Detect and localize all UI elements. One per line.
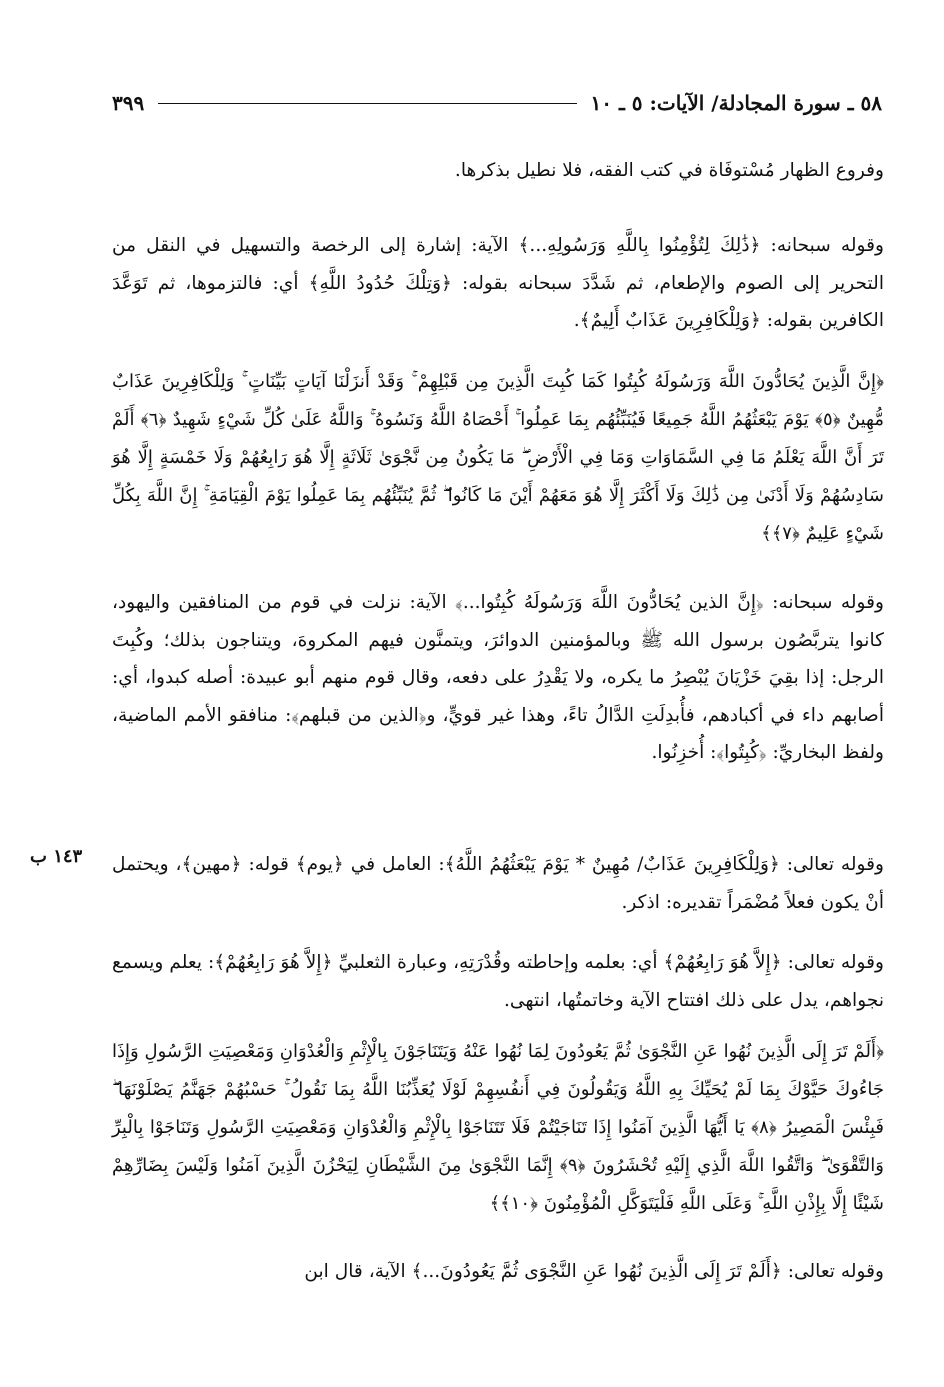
paragraph-5 <box>112 944 884 1019</box>
quran-passage-2 <box>112 1033 884 1223</box>
commentary-text: وقوله تعالى: ﴿وَلِلْكَافِرِينَ عَذَابٌ/ مُهِينٌ * يَوْمَ يَبْعَثُهُمُ اللَّهُ﴾: العامل في ﴿يوم﴾ قوله: ﴿مهين﴾، ويحتمل أنْ يكون فعلاً مُضْمَراً تقديره: اذكر. <box>112 854 884 913</box>
surah-title: ٥٨ ـ سورة المجادلة/ الآيات: ٥ ـ ١٠ <box>590 91 882 115</box>
commentary-text: وقوله سبحانه: ﴿ذَٰلِكَ لِتُؤْمِنُوا بِاللَّهِ وَرَسُولِهِ...﴾ الآية: إشارة إلى الرخصة والتسهيل في النقل من التحرير إلى الصوم والإطعام، ثم شَدَّدَ سبحانه بقوله: ﴿وَتِلْكَ حُدُودُ اللَّهِ﴾ أي: فالتزموها، ثم تَوَعَّدَ الكافرين بقوله: ﴿وَلِلْكَافِرِينَ عَذَابٌ أَلِيمٌ﴾. <box>112 235 884 331</box>
running-header <box>112 88 882 118</box>
paragraph-6 <box>112 1253 884 1291</box>
commentary-text: وفروع الظهار مُسْتوفَاة في كتب الفقه، فلا نطيل بذكرها. <box>454 160 884 181</box>
header-rule <box>158 103 576 104</box>
quran-text: ﴿إِنَّ الَّذِينَ يُحَادُّونَ اللَّهَ وَرَسُولَهُ كُبِتُوا كَمَا كُبِتَ الَّذِينَ مِن قَبْلِهِمْ ۚ وَقَدْ أَنزَلْنَا آيَاتٍ بَيِّنَاتٍ ۚ وَلِلْكَافِرِينَ عَذَابٌ مُّهِينٌ ﴿٥﴾ يَوْمَ يَبْعَثُهُمُ اللَّهُ جَمِيعًا فَيُنَبِّئُهُم بِمَا عَمِلُوا ۚ أَحْصَاهُ اللَّهُ وَنَسُوهُ ۚ وَاللَّهُ عَلَىٰ كُلِّ شَيْءٍ شَهِيدٌ ﴿٦﴾ أَلَمْ تَرَ أَنَّ اللَّهَ يَعْلَمُ مَا فِي السَّمَاوَاتِ وَمَا فِي الْأَرْضِ ۖ مَا يَكُونُ مِن نَّجْوَىٰ ثَلَاثَةٍ إِلَّا هُوَ رَابِعُهُمْ وَلَا خَمْسَةٍ إِلَّا هُوَ سَادِسُهُمْ وَلَا أَدْنَىٰ مِن ذَٰلِكَ وَلَا أَكْثَرَ إِلَّا هُوَ مَعَهُمْ أَيْنَ مَا كَانُوا ۖ ثُمَّ يُنَبِّئُهُم بِمَا عَمِلُوا يَوْمَ الْقِيَامَةِ ۚ إِنَّ اللَّهَ بِكُلِّ شَيْءٍ عَلِيمٌ ﴿٧﴾﴾ <box>112 371 884 544</box>
paragraph-3 <box>112 584 884 772</box>
page-number: ٣٩٩ <box>112 91 145 115</box>
commentary-text: وقوله سبحانه: ﴿إِنَّ الذين يُحَادُّونَ اللَّهَ وَرَسُولَهُ كُبِتُوا...﴾ الآية: نزلت في قوم من المنافقين واليهود، كانوا يتربَّصُون برسول الله ﷺ وبالمؤمنين الدوائرَ، ويتمنَّون فيهم المكروهَ، ويتناجون بذلك؛ وكُبِتَ الرجل: إذا بقِيَ خَزْيَانَ يُبْصِرُ ما يكره، ولا يَقْدِرُ على دفعه، وقال قوم منهم أبو عبيدة: أصله كبدوا، أي: أصابهم داء في أكبادهم، فأُبدِلَتِ الدَّالُ تاءً، وهذا غير قويٍّ، و﴿الذين من قبلهم﴾: منافقو الأمم الماضية، ولفظ البخاريِّ: ﴿كُبِتُوا﴾: أُخزِنُوا. <box>112 592 884 763</box>
commentary-text: وقوله تعالى: ﴿أَلَمْ تَرَ إِلَى الَّذِينَ نُهُوا عَنِ النَّجْوَى ثُمَّ يَعُودُونَ...﴾ الآية، قال ابن <box>304 1261 884 1282</box>
paragraph-1 <box>112 152 884 190</box>
quran-text: ﴿أَلَمْ تَرَ إِلَى الَّذِينَ نُهُوا عَنِ النَّجْوَىٰ ثُمَّ يَعُودُونَ لِمَا نُهُوا عَنْهُ وَيَتَنَاجَوْنَ بِالْإِثْمِ وَالْعُدْوَانِ وَمَعْصِيَتِ الرَّسُولِ وَإِذَا جَاءُوكَ حَيَّوْكَ بِمَا لَمْ يُحَيِّكَ بِهِ اللَّهُ وَيَقُولُونَ فِي أَنفُسِهِمْ لَوْلَا يُعَذِّبُنَا اللَّهُ بِمَا نَقُولُ ۚ حَسْبُهُمْ جَهَنَّمُ يَصْلَوْنَهَا ۖ فَبِئْسَ الْمَصِيرُ ﴿٨﴾ يَا أَيُّهَا الَّذِينَ آمَنُوا إِذَا تَنَاجَيْتُمْ فَلَا تَتَنَاجَوْا بِالْإِثْمِ وَالْعُدْوَانِ وَمَعْصِيَتِ الرَّسُولِ وَتَنَاجَوْا بِالْبِرِّ وَالتَّقْوَىٰ ۖ وَاتَّقُوا اللَّهَ الَّذِي إِلَيْهِ تُحْشَرُونَ ﴿٩﴾ إِنَّمَا النَّجْوَىٰ مِنَ الشَّيْطَانِ لِيَحْزُنَ الَّذِينَ آمَنُوا وَلَيْسَ بِضَارِّهِمْ شَيْئًا إِلَّا بِإِذْنِ اللَّهِ ۚ وَعَلَى اللَّهِ فَلْيَتَوَكَّلِ الْمُؤْمِنُونَ ﴿١٠﴾﴾ <box>112 1041 884 1214</box>
margin-folio-note: ١٤٣ ب <box>30 846 83 867</box>
commentary-text: وقوله تعالى: ﴿إِلاَّ هُوَ رَابِعُهُمْ﴾ أي: بعلمه وإحاطته وقُدْرَتِهِ، وعبارة الثعلبيِّ ﴿إِلاَّ هُوَ رَابِعُهُمْ﴾: يعلم ويسمع نجواهم، يدل على ذلك افتتاح الآية وخاتمتُها، انتهى. <box>112 952 884 1011</box>
paragraph-2 <box>112 227 884 340</box>
paragraph-4 <box>112 846 884 921</box>
quran-passage-1 <box>112 363 884 553</box>
